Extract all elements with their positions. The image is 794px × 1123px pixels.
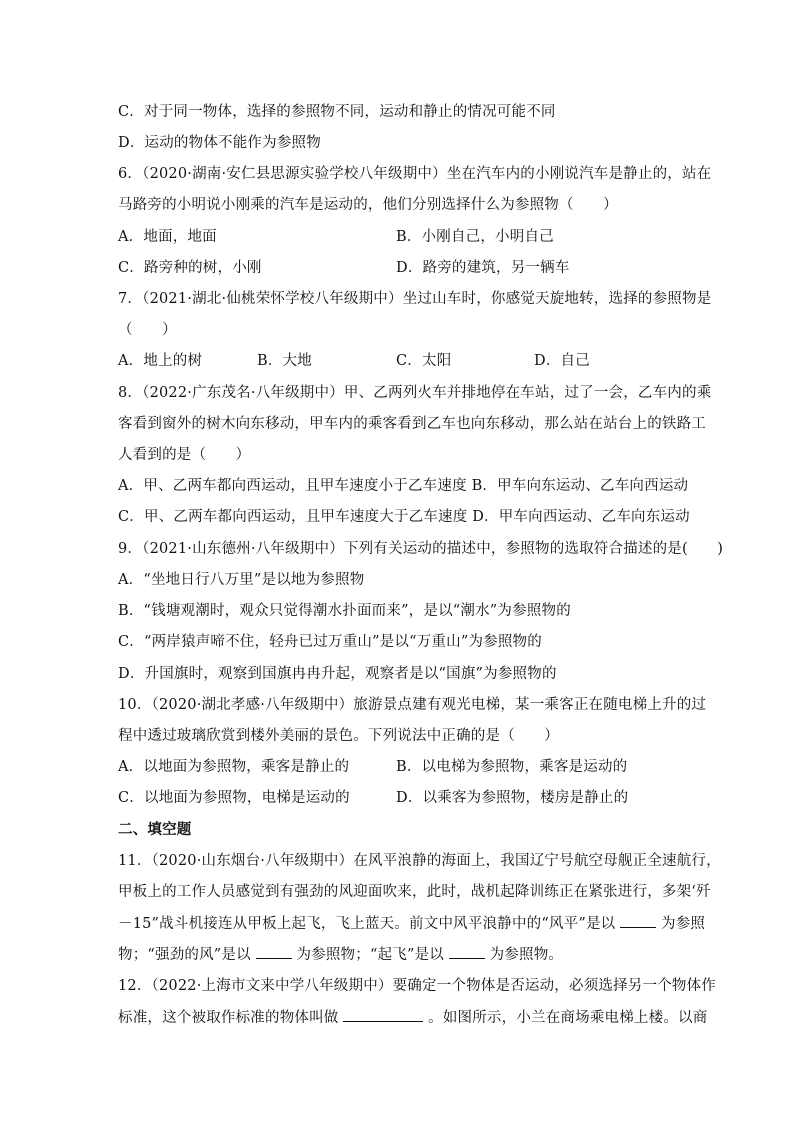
q7-stem-line1: 7．（2021·湖北·仙桃荣怀学校八年级期中）坐过山车时，你感觉天旋地转，选择的参照物是 [118,291,712,307]
q5-option-c: C．对于同一物体，选择的参照物不同，运动和静止的情况可能不同 [118,104,556,120]
q11-blank-3[interactable] [449,944,485,959]
q6-option-b: B．小刚自己，小明自己 [396,229,554,245]
q8-stem-line3: 人看到的是（ ） [118,447,251,463]
q11-stem-line4 [118,944,563,965]
q11-stem-line2: 甲板上的工作人员感觉到有强劲的风迎面吹来，此时，战机起降训练正在紧张进行，多架‘歼 [118,884,711,900]
q12-line2-text-1: 标准，这个被取作标准的物体叫做 [118,1010,339,1026]
q10-stem-line2: 程中透过玻璃欣赏到楼外美丽的景色。下列说法中正确的是（ ） [118,728,559,744]
q7-option-d: D．自己 [534,353,590,369]
q10-option-a: A．以地面为参照物，乘客是静止的 [118,759,350,775]
q9-option-b: B．“钱塘观潮时，观众只觉得潮水扑面而来”，是以“潮水”为参照物的 [118,603,571,619]
q12-blank-1[interactable] [343,1007,423,1022]
q12-stem-line2 [118,1007,707,1028]
q6-option-c: C．路旁种的树，小刚 [118,260,262,276]
q7-stem-line2: （ ） [118,322,177,338]
q6-option-a: A．地面，地面 [118,229,217,245]
q10-option-c: C．以地面为参照物，电梯是运动的 [118,790,350,806]
q7-option-a: A．地上的树 [118,353,203,369]
q6-stem-line1: 6．（2020·湖南·安仁县思源实验学校八年级期中）坐在汽车内的小刚说汽车是静止的，站在 [118,166,712,182]
q12-line2-text-2: 。如图所示，小兰在商场乘电梯上楼。以商 [428,1010,708,1026]
q10-stem-line1: 10．（2020·湖北孝感·八年级期中）旅游景点建有观光电梯，某一乘客正在随电梯上升的过 [118,697,707,713]
q8-stem-line2: 客看到窗外的树木向东移动，甲车内的乘客看到乙车也向东移动，那么站在站台上的铁路工 [118,416,706,432]
q8-stem-line1: 8．（2022·广东茂名·八年级期中）甲、乙两列火车并排地停在车站，过了一会，乙车内的乘 [118,385,712,401]
q8-options-ab: A．甲、乙两车都向西运动，且甲车速度小于乙车速度 B．甲车向东运动、乙车向西运动 [118,478,689,494]
q6-option-d: D．路旁的建筑，另一辆车 [396,260,570,276]
q11-stem-line3 [118,913,705,934]
q9-option-d: D．升国旗时，观察到国旗冉冉升起，观察者是以“国旗”为参照物的 [118,666,557,682]
q7-option-b: B．大地 [257,353,312,369]
q11-line4-text-1: 物；“强劲的风”是以 [118,947,251,963]
q5-option-d: D．运动的物体不能作为参照物 [118,135,321,151]
q8-options-cd: C．甲、乙两车都向西运动，且甲车速度大于乙车速度 D．甲车向西运动、乙车向东运动 [118,509,690,525]
section-heading-fill-in: 二、填空题 [118,822,192,838]
q9-option-a: A．“坐地日行八万里”是以地为参照物 [118,572,365,588]
q10-option-b: B．以电梯为参照物，乘客是运动的 [396,759,628,775]
q11-line3-text: －15”战斗机接连从甲板上起飞，飞上蓝天。前文中风平浪静中的“风平”是以 [118,916,616,932]
q7-option-c: C．太阳 [396,353,452,369]
q9-option-c: C．“两岸猿声啼不住，轻舟已过万重山”是以“万重山”为参照物的 [118,634,542,650]
q9-stem: 9．（2021·山东德州·八年级期中）下列有关运动的描述中，参照物的选取符合描述的是( ) [118,541,724,557]
q11-blank-2[interactable] [256,944,292,959]
q10-option-d: D．以乘客为参照物，楼房是静止的 [396,790,629,806]
q11-line4-text-3: 为参照物。 [489,947,564,963]
q6-stem-line2: 马路旁的小明说小刚乘的汽车是运动的，他们分别选择什么为参照物（ ） [118,197,618,213]
q11-line4-text-2: 为参照物；“起飞”是以 [296,947,444,963]
q12-stem-line1: 12．（2022·上海市文来中学八年级期中）要确定一个物体是否运动，必须选择另一个物体作 [118,978,717,994]
q11-line3-end: 为参照 [661,916,706,932]
q11-blank-1[interactable] [620,913,656,928]
q11-stem-line1: 11．（2020·山东烟台·八年级期中）在风平浪静的海面上，我国辽宁号航空母舰正全速航行， [118,853,721,869]
